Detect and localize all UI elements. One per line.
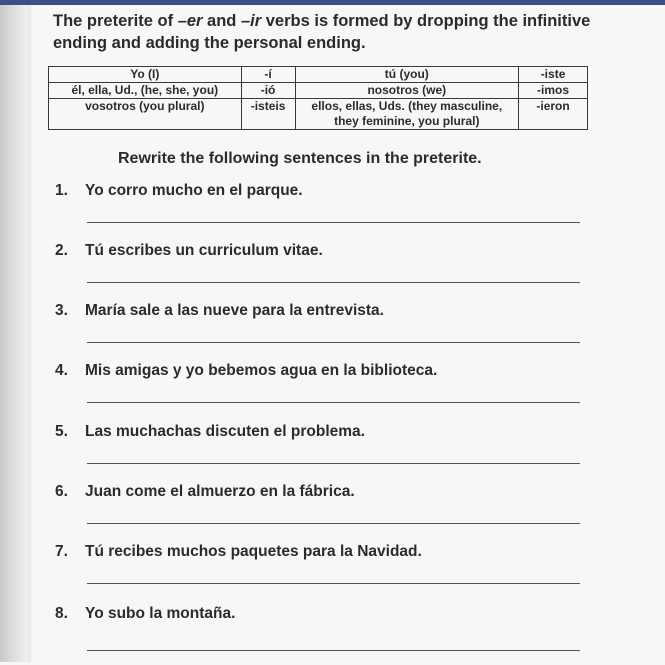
item-number: 4.	[55, 362, 68, 379]
item-number: 2.	[55, 242, 68, 259]
item-sentence: Yo subo la montaña.	[85, 605, 236, 622]
answer-line[interactable]	[87, 222, 580, 223]
ending-cell: -isteis	[241, 99, 295, 130]
binding-spine	[0, 5, 30, 662]
intro-part2: and	[202, 12, 241, 30]
binding-shadow	[28, 5, 34, 662]
ending-cell: -ió	[241, 83, 295, 99]
exercise-item	[55, 605, 595, 665]
exercise-item	[55, 182, 595, 242]
item-sentence: María sale a las nueve para la entrevista.	[85, 302, 384, 319]
pronoun-cell: tú (you)	[295, 67, 519, 83]
instruction-heading: Rewrite the following sentences in the preterite.	[118, 150, 482, 167]
exercise-item	[55, 302, 595, 362]
intro-text	[53, 10, 623, 54]
exercise-item	[55, 483, 595, 543]
item-number: 6.	[55, 483, 68, 500]
ending-cell: -ieron	[519, 99, 588, 130]
pronoun-cell: vosotros (you plural)	[49, 99, 242, 130]
table-row	[49, 99, 588, 130]
item-number: 1.	[55, 182, 68, 199]
item-number: 3.	[55, 302, 68, 319]
item-sentence: Mis amigas y yo bebemos agua en la biblioteca.	[85, 362, 438, 379]
answer-line[interactable]	[87, 523, 580, 524]
item-number: 7.	[55, 543, 68, 560]
ending-cell: -imos	[519, 83, 588, 99]
intro-er: –er	[177, 12, 203, 30]
table-row	[49, 67, 588, 83]
answer-line[interactable]	[87, 402, 580, 403]
answer-line[interactable]	[87, 583, 580, 584]
answer-line[interactable]	[87, 282, 580, 283]
intro-part3: verbs is formed by dropping the infinitive ending and adding the personal ending.	[53, 12, 591, 52]
exercise-item	[55, 362, 595, 422]
top-border	[0, 0, 665, 5]
item-sentence: Yo corro mucho en el parque.	[85, 182, 303, 199]
item-sentence: Juan come el almuerzo en la fábrica.	[85, 483, 355, 500]
ending-cell: -í	[241, 67, 295, 83]
answer-line[interactable]	[87, 650, 580, 651]
exercise-item	[55, 242, 595, 302]
pronoun-cell: nosotros (we)	[295, 83, 519, 99]
exercise-item	[55, 543, 595, 603]
table-row	[49, 83, 588, 99]
exercise-item	[55, 423, 595, 483]
item-sentence: Tú recibes muchos paquetes para la Navidad.	[85, 543, 422, 560]
answer-line[interactable]	[87, 342, 580, 343]
pronoun-cell: Yo (I)	[49, 67, 242, 83]
item-sentence: Las muchachas discuten el problema.	[85, 423, 365, 440]
item-sentence: Tú escribes un curriculum vitae.	[85, 242, 323, 259]
item-number: 5.	[55, 423, 68, 440]
pronoun-cell: ellos, ellas, Uds. (they masculine, they feminine, you plural)	[295, 99, 519, 130]
intro-ir: –ir	[240, 12, 262, 30]
intro-part1: The preterite of	[53, 12, 178, 30]
pronoun-cell: él, ella, Ud., (he, she, you)	[49, 83, 242, 99]
item-number: 8.	[55, 605, 68, 622]
endings-table	[48, 66, 588, 130]
answer-line[interactable]	[87, 463, 580, 464]
ending-cell: -iste	[519, 67, 588, 83]
